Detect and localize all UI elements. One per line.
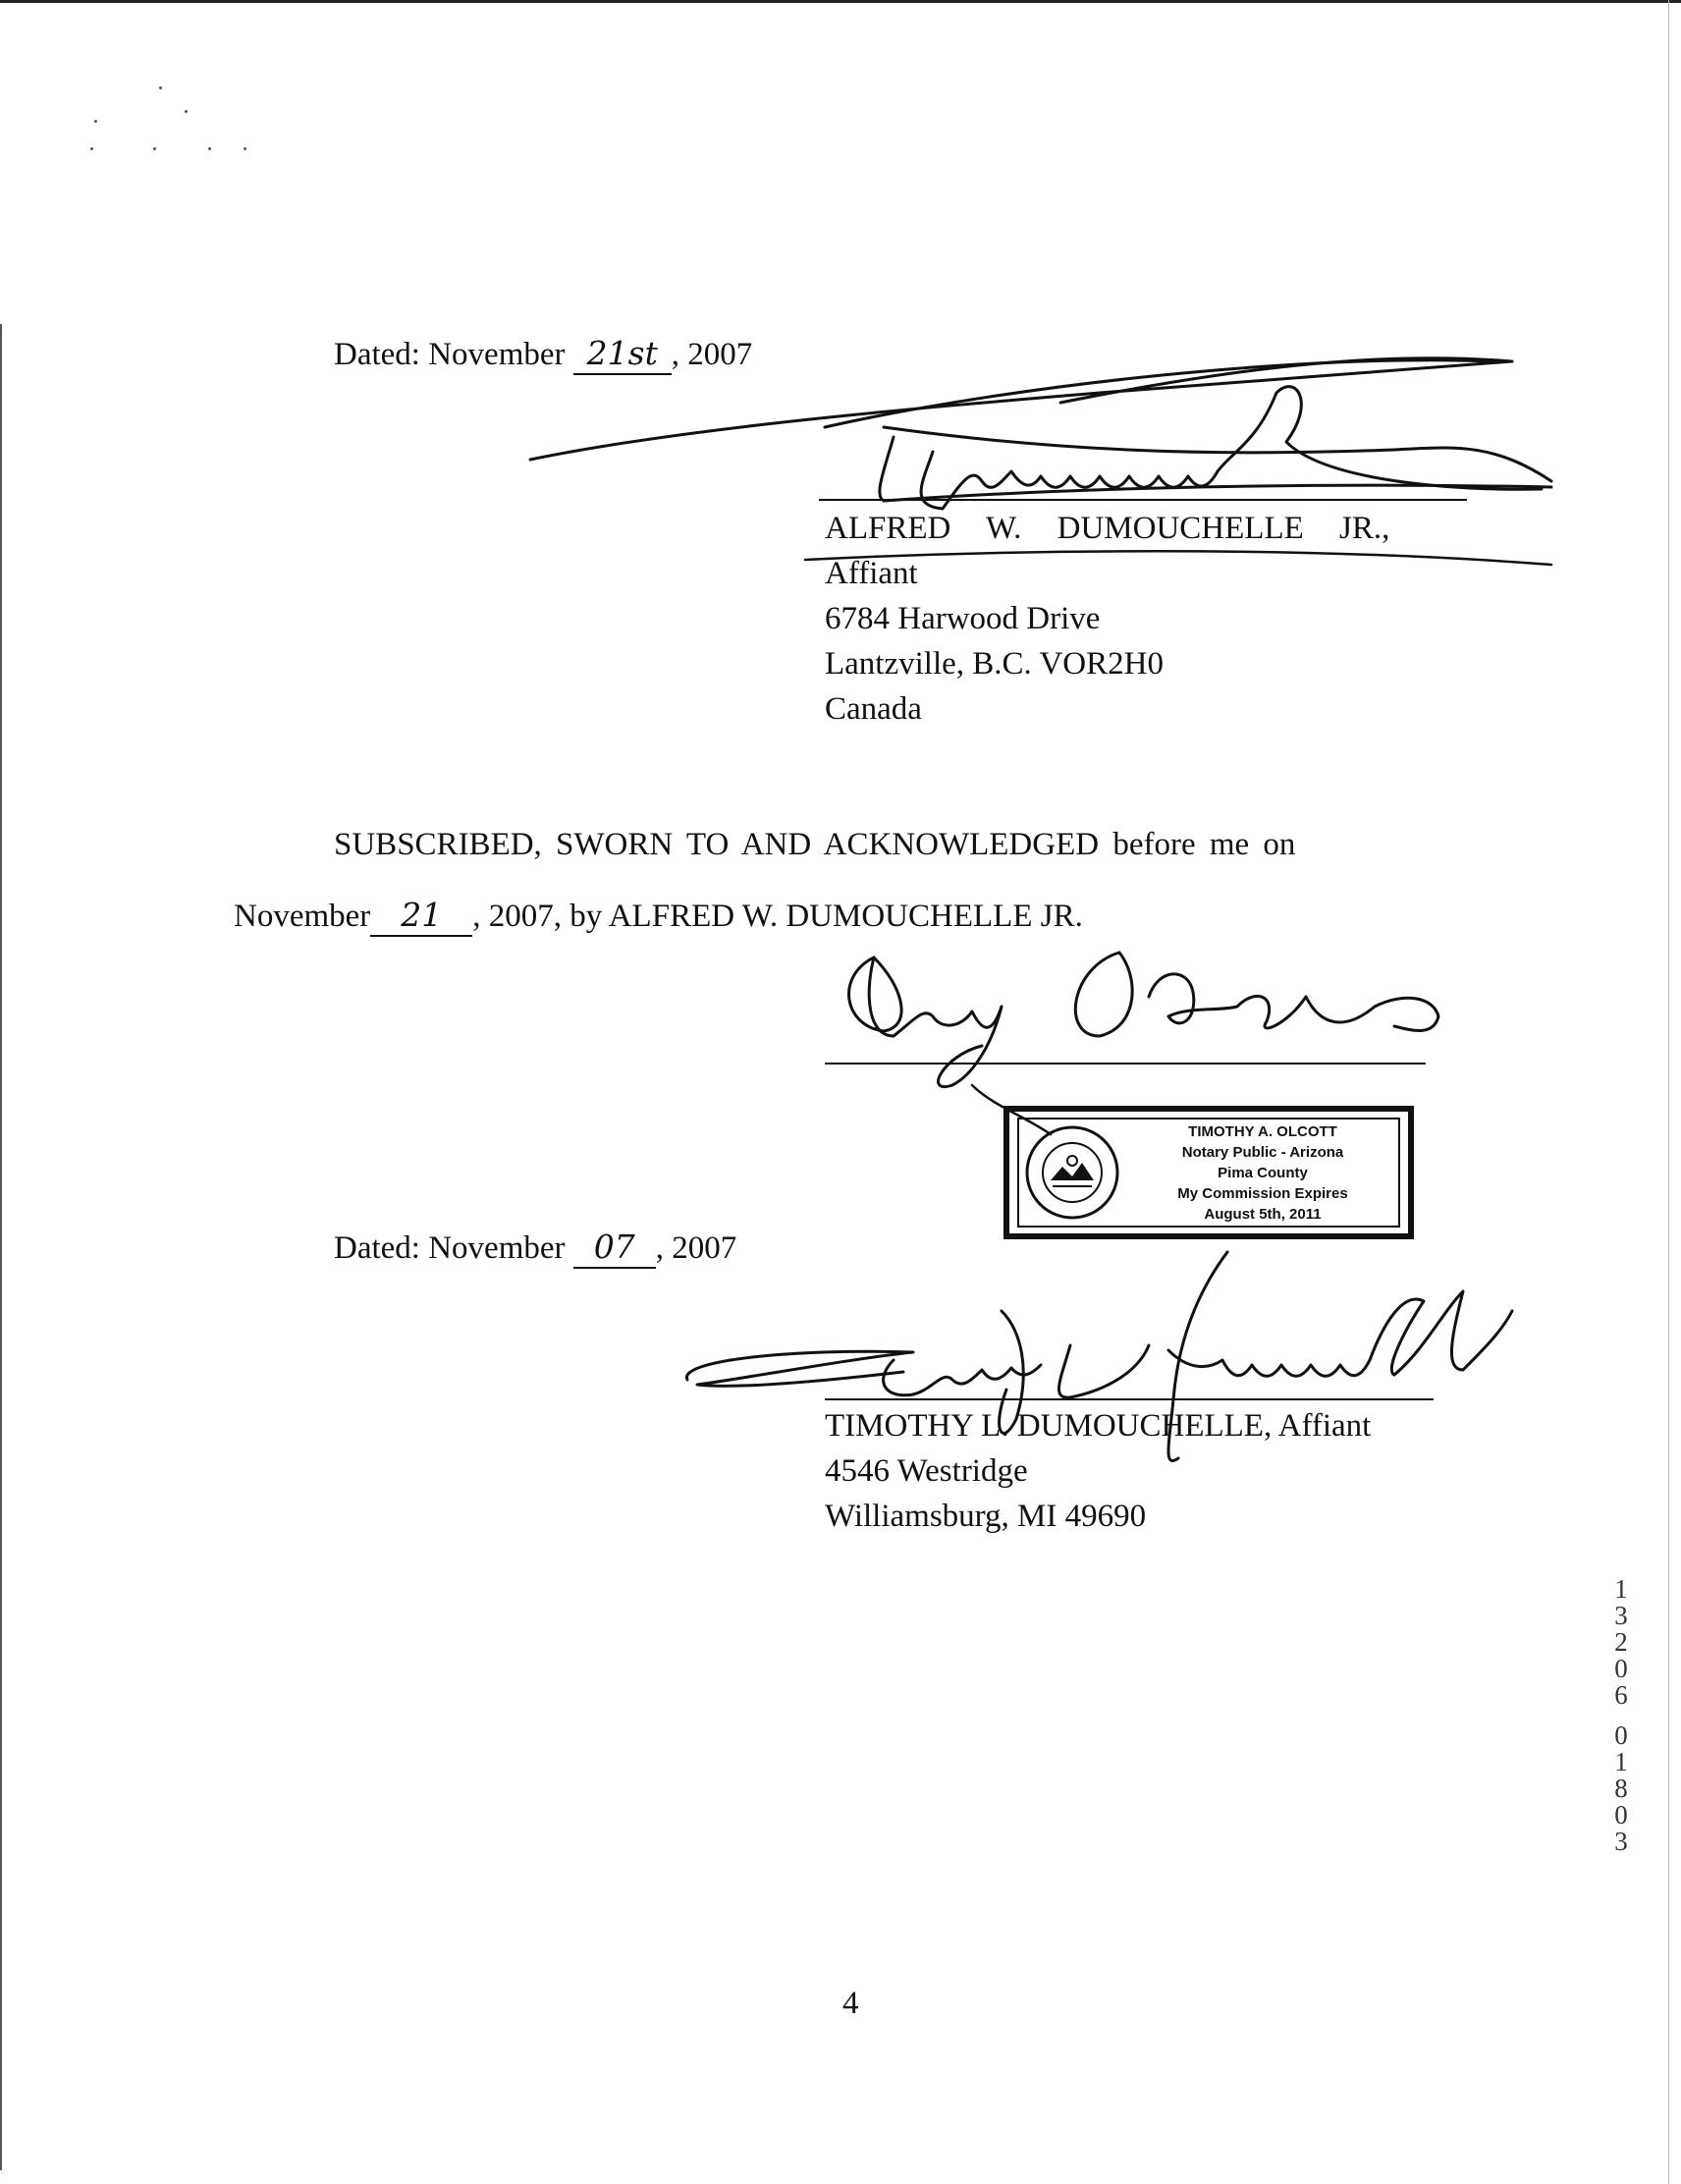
notary-signature-line (825, 1063, 1426, 1065)
notary-title: Notary Public - Arizona (1181, 1144, 1344, 1161)
dated-year: , 2007 (671, 337, 753, 372)
scan-speck (90, 147, 93, 150)
notary-stamp (1003, 1106, 1414, 1239)
scan-edge-top (0, 0, 1681, 3)
bates-digit: 1 (1614, 1747, 1628, 1776)
affiant-2-address-line: 4546 Westridge (825, 1453, 1028, 1489)
affiant-2-address-line: Williamsburg, MI 49690 (825, 1499, 1147, 1534)
dated-line-2 (334, 1228, 736, 1269)
jurat-month: November (234, 899, 371, 934)
scan-speck (159, 86, 162, 89)
notary-county: Pima County (1218, 1165, 1308, 1181)
bates-digit: 0 (1614, 1800, 1628, 1829)
dated-day-handwritten: 21st (573, 334, 672, 375)
affiant-2-name-line: TIMOTHY L. DUMOUCHELLE, Affiant (825, 1408, 1372, 1444)
bates-digit: 3 (1614, 1827, 1628, 1856)
signature-line-2 (825, 1398, 1434, 1400)
jurat-line-1: SUBSCRIBED, SWORN TO AND ACKNOWLEDGED before me on (334, 827, 1296, 862)
bates-digit: 2 (1614, 1627, 1628, 1657)
dated-prefix: Dated: November (334, 337, 566, 372)
signature-line-1 (819, 499, 1467, 501)
dated-year: , 2007 (655, 1230, 737, 1266)
scan-speck (185, 110, 188, 113)
scan-speck (94, 120, 97, 123)
scan-speck (153, 147, 156, 150)
bates-digit: 6 (1614, 1680, 1628, 1710)
scan-speck (208, 147, 211, 150)
notary-stamp-text (1127, 1121, 1398, 1225)
dated-day-handwritten: 07 (573, 1228, 656, 1269)
scan-speck (244, 147, 246, 150)
jurat-line-2 (234, 896, 1083, 937)
page-number: 4 (842, 1986, 859, 2021)
jurat-rest: , 2007, by ALFRED W. DUMOUCHELLE JR. (472, 899, 1083, 934)
affiant-1-address-line: Canada (825, 691, 922, 727)
affiant-1-address-line: Lantzville, B.C. VOR2H0 (825, 646, 1164, 682)
affiant-1-name: ALFRED W. DUMOUCHELLE JR., (825, 511, 1390, 546)
notary-commission-date: August 5th, 2011 (1204, 1206, 1322, 1223)
arizona-state-seal-icon (1023, 1123, 1121, 1222)
affiant-1-role: Affiant (825, 556, 918, 591)
jurat-day-handwritten: 21 (370, 896, 472, 937)
scan-edge-left (0, 324, 2, 2170)
affiant-1-address-line: 6784 Harwood Drive (825, 601, 1101, 636)
scan-edge-right (1668, 0, 1669, 2184)
bates-digit: 0 (1614, 1654, 1628, 1683)
bates-digit: 8 (1614, 1774, 1628, 1803)
bates-digit: 0 (1614, 1720, 1628, 1750)
bates-number (1606, 1576, 1636, 1855)
notary-name: TIMOTHY A. OLCOTT (1188, 1123, 1337, 1140)
bates-digit: 1 (1614, 1574, 1628, 1604)
dated-prefix: Dated: November (334, 1230, 566, 1266)
notary-commission-label: My Commission Expires (1177, 1185, 1348, 1202)
bates-digit: 3 (1614, 1601, 1628, 1630)
